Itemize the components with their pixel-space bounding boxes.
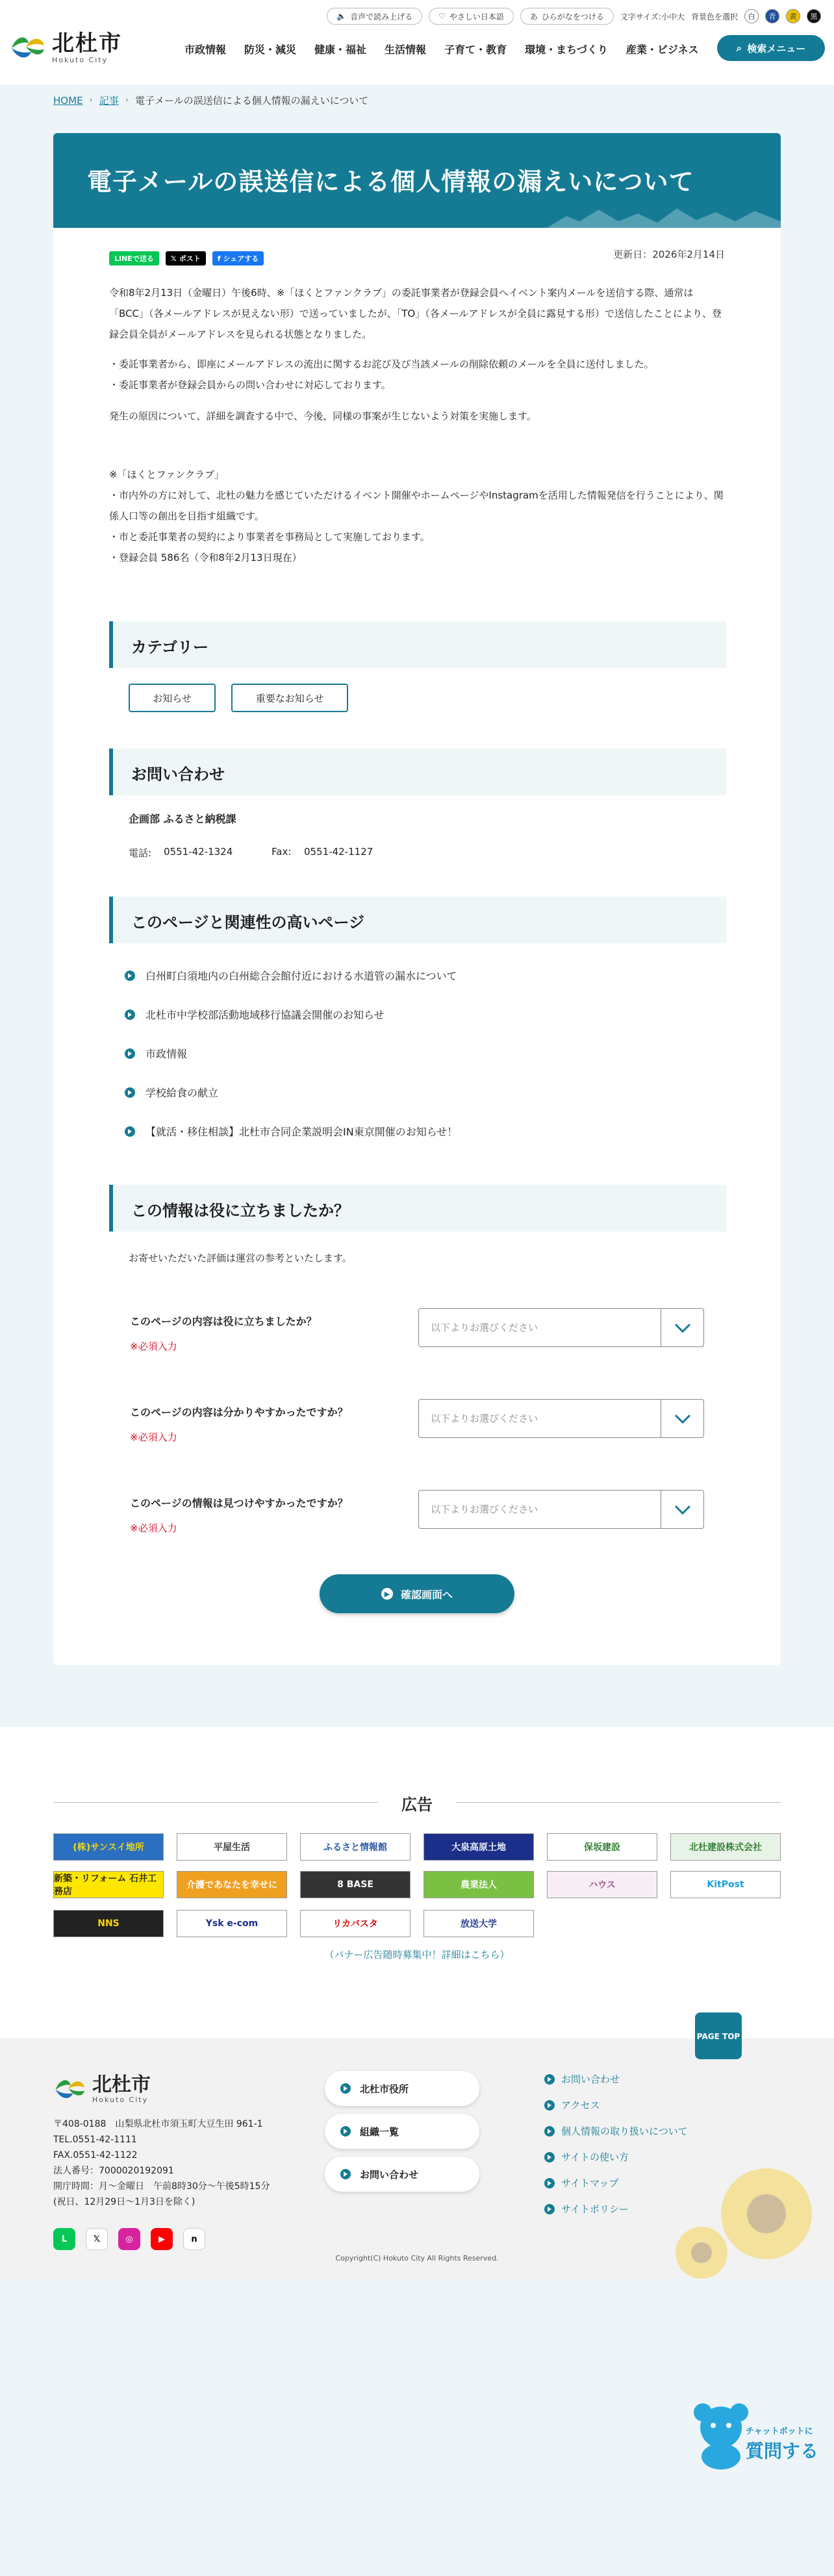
bg-black-button[interactable]: 黒 xyxy=(807,9,821,23)
furigana-label: ひらがなをつける xyxy=(541,12,604,21)
arrow-bullet-icon xyxy=(125,1009,135,1020)
arrow-bullet-icon xyxy=(544,2152,555,2162)
x-post-label: ポスト xyxy=(179,254,201,263)
footer-link-label: サイトの使い方 xyxy=(561,2151,629,2163)
footer-info xyxy=(53,2116,270,2210)
ad-banner[interactable]: ハウス xyxy=(547,1871,657,1898)
search-icon: ⌕ xyxy=(736,42,742,54)
bg-yellow-button[interactable]: 黄 xyxy=(786,9,800,23)
ad-banner[interactable]: 北杜建設株式会社 xyxy=(670,1833,781,1861)
read-aloud-button[interactable] xyxy=(327,8,422,25)
related-link[interactable] xyxy=(125,968,457,983)
share-buttons xyxy=(109,251,264,266)
footer-pill-city-hall[interactable] xyxy=(325,2071,479,2106)
site-header xyxy=(0,0,834,84)
note-icon[interactable]: n xyxy=(183,2228,205,2250)
footer-link-access[interactable] xyxy=(544,2098,600,2112)
x-icon[interactable]: 𝕏 xyxy=(86,2228,108,2250)
related-link-text: 市政情報 xyxy=(145,1048,188,1060)
bg-white-button[interactable]: 白 xyxy=(744,9,759,23)
line-icon[interactable]: L xyxy=(53,2228,75,2250)
facebook-icon: f xyxy=(217,254,221,263)
arrow-bullet-icon xyxy=(125,1048,135,1059)
chevron-right-icon: › xyxy=(89,95,93,105)
bear-mascot-icon xyxy=(689,2398,753,2470)
ad-banner[interactable]: 新築・リフォーム 石井工務店 xyxy=(53,1871,164,1898)
related-heading xyxy=(109,897,726,943)
footer-pill-organization[interactable] xyxy=(325,2114,479,2149)
footer-link-label: サイトマップ xyxy=(561,2177,619,2189)
footer-holidays: (祝日、12月29日～1月3日を除く) xyxy=(53,2197,196,2207)
footer-pill-contact[interactable] xyxy=(325,2157,479,2192)
divider xyxy=(456,1802,781,1803)
footer-link-policy[interactable] xyxy=(544,2202,629,2216)
select-placeholder: 以下よりお選びください xyxy=(431,1413,538,1424)
easy-japanese-label: やさしい日本語 xyxy=(449,12,504,21)
required-note: ※必須入力 xyxy=(130,1431,177,1443)
ads-title: 広告 xyxy=(401,1796,433,1814)
feedback-heading-text: この情報は役に立ちましたか？ xyxy=(131,1202,349,1220)
category-tag-important[interactable]: 重要なお知らせ xyxy=(231,684,348,712)
page-top-button[interactable] xyxy=(695,2012,742,2059)
question-label: このページの内容は役に立ちましたか？ xyxy=(130,1315,317,1328)
category-heading xyxy=(109,621,726,668)
x-post-button[interactable] xyxy=(166,251,206,266)
ads-section xyxy=(0,1727,834,2038)
facebook-share-button[interactable] xyxy=(212,251,264,266)
nav-item-childcare[interactable]: 子育て・教育 xyxy=(444,43,507,56)
youtube-icon[interactable]: ▶ xyxy=(151,2228,173,2250)
ads-recruit-link[interactable]: （バナー広告随時募集中！詳細はこちら） xyxy=(324,1949,510,1961)
updated-date: 更新日：2026年2月14日 xyxy=(613,249,725,260)
chevron-right-icon: › xyxy=(125,95,129,105)
contact-fax-label: Fax: xyxy=(272,846,292,858)
breadcrumb-current: 電子メールの誤送信による個人情報の漏えいについて xyxy=(134,95,369,106)
city-emblem-icon xyxy=(53,2074,86,2105)
question-select-understandable[interactable] xyxy=(418,1399,704,1438)
note-item: ・登録会員 586名（令和8年2月13日現在） xyxy=(109,552,302,564)
instagram-icon[interactable]: ◎ xyxy=(118,2228,140,2250)
article-list-item: ・委託事業者が登録会員からの問い合わせに対応しております。 xyxy=(109,379,391,391)
ad-banner[interactable]: 保坂建設 xyxy=(547,1833,657,1861)
utility-bar xyxy=(327,8,821,25)
ad-banner[interactable]: 平屋生活 xyxy=(177,1833,287,1861)
related-link[interactable] xyxy=(125,1046,187,1061)
nav-item-health[interactable]: 健康・福祉 xyxy=(314,43,367,56)
footer-tel: TEL.0551-42-1111 xyxy=(53,2135,137,2145)
footer-address: 〒408-0188 山梨県北杜市須玉町大豆生田 961-1 xyxy=(53,2119,263,2129)
nav-item-environment[interactable]: 環境・まちづくり xyxy=(525,43,608,56)
related-link-text: 白州町白須地内の白州総合会館付近における水道管の漏水について xyxy=(145,970,457,982)
nav-item-life[interactable]: 生活情報 xyxy=(385,43,427,56)
footer-link-label: サイトポリシー xyxy=(561,2203,629,2215)
chevron-down-icon xyxy=(661,1491,703,1528)
footer-link-label: 個人情報の取り扱いについて xyxy=(561,2125,688,2137)
breadcrumb xyxy=(53,93,368,107)
nav-item-industry[interactable]: 産業・ビジネス xyxy=(626,43,699,56)
breadcrumb-news[interactable]: 記事 xyxy=(99,95,119,106)
arrow-bullet-icon xyxy=(125,1126,135,1137)
question-label: このページの情報は見つけやすかったですか？ xyxy=(130,1497,348,1509)
breadcrumb-home[interactable]: HOME xyxy=(53,94,83,106)
ad-banner[interactable]: 放送大学 xyxy=(423,1910,534,1937)
arrow-bullet-icon xyxy=(125,971,135,981)
confirm-button[interactable] xyxy=(320,1574,514,1613)
bg-color-label: 背景色を選択 xyxy=(690,12,738,21)
chatbot-label-1: チャットボットに xyxy=(746,2427,813,2436)
mountain-decoration xyxy=(547,202,781,228)
confirm-button-label: 確認画面へ xyxy=(400,1588,453,1601)
footer-hours: 開庁時間：月～金曜日 午前8時30分～午後5時15分 xyxy=(53,2181,270,2192)
required-note: ※必須入力 xyxy=(130,1341,177,1352)
ad-banner[interactable]: 介護であなたを幸せに xyxy=(177,1871,287,1898)
ad-banner[interactable]: 8 BASE xyxy=(300,1871,411,1898)
contact-heading-text: お問い合わせ xyxy=(131,765,225,784)
chatbot-label-2: 質問する xyxy=(746,2440,819,2462)
ad-banner[interactable]: (株)サンスイ地所 xyxy=(53,1833,164,1861)
footer-link-sitemap[interactable] xyxy=(544,2176,618,2190)
line-share-button[interactable] xyxy=(109,251,159,266)
arrow-bullet-icon xyxy=(544,2100,555,2111)
nav-item-city-info[interactable]: 市政情報 xyxy=(184,43,227,56)
question-select-findable[interactable] xyxy=(418,1490,704,1529)
ad-banner[interactable]: Ysk e-com xyxy=(177,1910,287,1937)
related-link-text: 【就活・移住相談】北杜市合同企業説明会IN東京開催のお知らせ！ xyxy=(145,1126,458,1138)
ad-banner[interactable]: ふるさと情報館 xyxy=(300,1833,411,1861)
category-heading-text: カテゴリー xyxy=(131,638,209,656)
article-paragraph-2: 発生の原因について、詳細を調査する中で、今後、同様の事案が生じないよう対策を実施します。 xyxy=(109,410,537,422)
select-placeholder: 以下よりお選びください xyxy=(431,1322,538,1333)
chevron-down-icon xyxy=(661,1309,703,1346)
arrow-bullet-icon xyxy=(544,2178,555,2188)
ad-banner[interactable]: リカバスタ xyxy=(300,1910,411,1937)
required-note: ※必須入力 xyxy=(130,1522,177,1534)
contact-heading xyxy=(109,749,726,795)
related-heading-text: このページと関連性の高いページ xyxy=(131,913,365,932)
question-label: このページの内容は分かりやすかったですか？ xyxy=(130,1406,348,1418)
nav-item-disaster[interactable]: 防災・減災 xyxy=(244,43,297,56)
category-tag-notice[interactable]: お知らせ xyxy=(129,684,216,712)
bg-blue-button[interactable]: 青 xyxy=(765,9,779,23)
furigana-icon: あ xyxy=(529,12,538,21)
city-emblem-icon xyxy=(9,30,45,65)
footer-pill-label: お問い合わせ xyxy=(360,2168,419,2181)
search-menu-label: 検索メニュー xyxy=(747,42,806,55)
feedback-heading xyxy=(109,1185,726,1232)
arrow-bullet-icon xyxy=(544,2126,555,2136)
title-band xyxy=(53,133,781,228)
footer-logo-name-en: Hokuto City xyxy=(92,2095,149,2104)
global-nav xyxy=(175,39,707,61)
related-link[interactable] xyxy=(125,1007,385,1022)
sns-links xyxy=(53,2228,205,2250)
arrow-bullet-icon xyxy=(125,1087,135,1098)
footer-link-label: アクセス xyxy=(561,2099,600,2111)
question-select-useful[interactable] xyxy=(418,1308,704,1347)
site-footer xyxy=(0,2038,834,2279)
facebook-share-label: シェアする xyxy=(223,254,259,263)
read-aloud-label: 音声で読み上げる xyxy=(350,12,413,21)
note-item: ・市内外の方に対して、北杜の魅力を感じていただけるイベント開催やホームページやInstagramを活用した情報発信を行うことにより、関係人口等の創出を目指す組織です。 xyxy=(109,489,724,522)
related-link-text: 北杜市中学校部活動地域移行協議会開催のお知らせ xyxy=(145,1009,385,1021)
select-placeholder: 以下よりお選びください xyxy=(431,1504,538,1515)
note-title: ※「ほくとファンクラブ」 xyxy=(109,469,224,480)
related-link[interactable] xyxy=(125,1085,218,1100)
footer-link-privacy[interactable] xyxy=(544,2124,688,2138)
ad-banner[interactable]: NNS xyxy=(53,1910,164,1937)
ad-banner[interactable]: KitPost xyxy=(670,1871,781,1898)
footer-pill-label: 組織一覧 xyxy=(360,2125,399,2138)
font-size-label: 文字サイズ:小中大 xyxy=(620,12,685,21)
footer-fax: FAX.0551-42-1122 xyxy=(53,2150,138,2161)
x-icon: 𝕏 xyxy=(170,254,177,263)
furigana-button[interactable] xyxy=(520,8,614,25)
page-top-label: PAGE TOP xyxy=(696,2032,740,2041)
site-logo[interactable] xyxy=(9,30,122,65)
footer-logo[interactable] xyxy=(53,2074,151,2105)
arrow-bullet-icon xyxy=(544,2204,555,2214)
chevron-down-icon xyxy=(661,1400,703,1437)
ad-banner[interactable]: 農業法人 xyxy=(423,1871,534,1898)
logo-name: 北杜市 xyxy=(52,30,122,56)
arrow-bullet-icon xyxy=(340,2126,351,2136)
article-list-item: ・委託事業者から、即座にメールアドレスの流出に関するお詫び及び当該メールの削除依頼のメールを全員に送付しました。 xyxy=(109,358,654,370)
footer-link-label: お問い合わせ xyxy=(561,2074,620,2085)
line-share-label: LINEで送る xyxy=(114,254,154,263)
arrow-bullet-icon xyxy=(340,2169,351,2179)
related-link[interactable] xyxy=(125,1124,457,1139)
note-item: ・市と委託事業者の契約により事業者を事務局として実施しております。 xyxy=(109,531,430,543)
copyright: Copyright(C) Hokuto City All Rights Reserved. xyxy=(335,2254,499,2262)
footer-corp-no: 法人番号：7000020192091 xyxy=(53,2166,174,2176)
ad-banner[interactable]: 大泉高原土地 xyxy=(423,1833,534,1861)
contact-tel-label: 電話: xyxy=(129,847,152,859)
arrow-circle-icon: ▶ xyxy=(381,1588,393,1600)
footer-link-contact[interactable] xyxy=(544,2072,620,2086)
arrow-bullet-icon xyxy=(340,2083,351,2094)
speaker-icon: 🔈 xyxy=(336,12,347,21)
page-title: 電子メールの誤送信による個人情報の漏えいについて xyxy=(87,167,694,196)
chatbot-button[interactable] xyxy=(689,2398,825,2476)
search-menu-button[interactable] xyxy=(717,35,825,61)
feedback-intro: お寄せいただいた評価は運営の参考といたします。 xyxy=(129,1252,352,1264)
article-paragraph-1: 令和8年2月13日（金曜日）午後6時、※「ほくとファンクラブ」の委託事業者が登録会員へイベント案内メールを送信する際、通常は「BCC」（各メールアドレスが見えない形）で送っていましたが、「TO」（各メールアドレスが全員に露見する形）で送信したことにより、登録会員全員がメールアドレスを見られる状態となりました。 xyxy=(109,287,722,340)
footer-link-howto[interactable] xyxy=(544,2150,629,2164)
footer-logo-name: 北杜市 xyxy=(92,2073,151,2096)
contact-department: 企画部 ふるさと納税課 xyxy=(129,813,236,825)
contact-fax: 0551-42-1127 xyxy=(304,846,373,858)
contact-tel: 0551-42-1324 xyxy=(164,846,233,858)
related-link-text: 学校給食の献立 xyxy=(145,1087,219,1099)
heart-icon: ♡ xyxy=(438,12,446,21)
footer-pill-label: 北杜市役所 xyxy=(360,2083,409,2095)
main-content xyxy=(53,133,781,1665)
arrow-bullet-icon xyxy=(544,2074,555,2085)
logo-name-en: Hokuto City xyxy=(52,55,108,64)
easy-japanese-button[interactable] xyxy=(429,8,514,25)
